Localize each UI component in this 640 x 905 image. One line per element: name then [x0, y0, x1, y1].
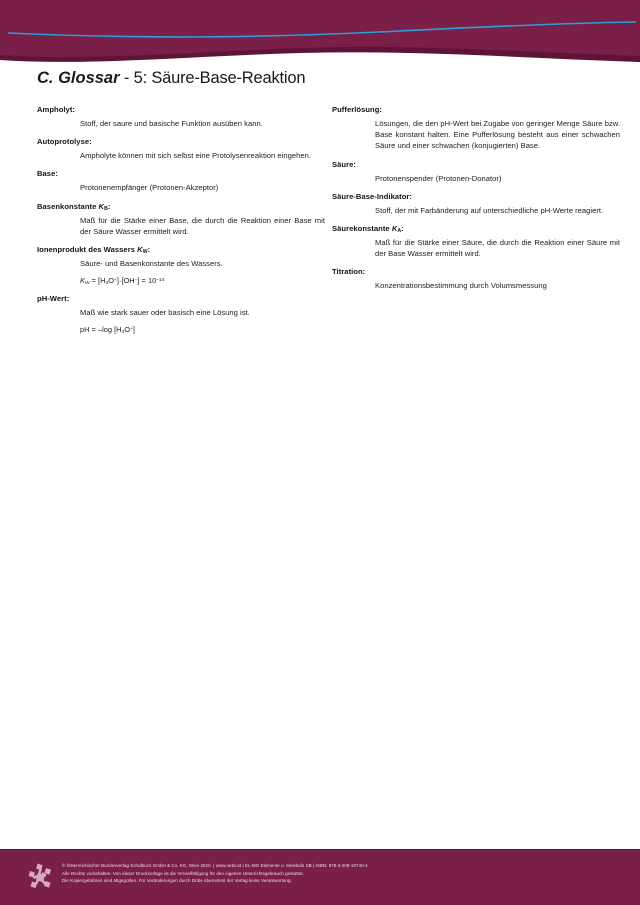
entry-term-symbol: K [391, 224, 398, 234]
footer-band [0, 849, 640, 905]
glossary-entry [37, 136, 327, 161]
entry-term: Pufferlösung: [332, 105, 383, 114]
entry-term-subscript: A [397, 228, 402, 235]
formula-ph-tail: ] [132, 325, 135, 335]
entry-term [37, 201, 327, 212]
entry-definition: Säure- und Basenkonstante des Wassers. [80, 259, 223, 269]
footer-copyright-text [62, 862, 562, 885]
entry-term-subscript: B [104, 205, 108, 212]
glossary-entry [332, 104, 622, 152]
entry-term-subscript: W [142, 249, 148, 256]
entry-term-suffix: : [401, 224, 404, 234]
formula-sup-3: –14 [156, 278, 165, 284]
entry-definition: Konzentrationsbestimmung durch Volumsmessung [375, 281, 547, 291]
glossary-entry [37, 104, 327, 129]
entry-term [332, 223, 622, 234]
entry-definition: Maß für die Stärke einer Säure, die durch die Reaktion einer Säure mit der Base Wasser ermittelt wird. [375, 238, 620, 259]
entry-definition: Stoff, der saure und basische Funktion ausüben kann. [80, 119, 263, 128]
glossary-entry [332, 191, 622, 216]
entry-term-symbol: K [137, 245, 143, 255]
glossary-entry [37, 244, 327, 286]
entry-term: Autoprotolyse: [37, 137, 92, 147]
entry-definition: Maß für die Stärke einer Base, die durch die Reaktion einer Base mit der Säure Wasser ermittelt wird. [80, 215, 325, 236]
glossary-entry [37, 168, 327, 193]
formula-ph-lead: pH = –log [H [80, 325, 122, 335]
formula-symbol-subscript: W [84, 281, 90, 287]
entry-term: Säure: [332, 159, 356, 169]
entry-term-prefix: Ionenprodukt des Wassers [37, 245, 138, 255]
entry-definition: Protonenspender (Protonen-Donator) [375, 173, 502, 183]
glossary-entry [332, 159, 622, 184]
formula-sup-2: – [134, 278, 138, 284]
glossary-column-left [37, 104, 327, 335]
glossary-entry [332, 223, 622, 259]
glossary-columns [0, 104, 640, 335]
formula-sub-1: 3 [105, 281, 109, 287]
entry-definition: Stoff, der mit Farbänderung auf unterschiedliche pH-Werte reagiert. [375, 205, 604, 215]
page-title-lead: C. Glossar [37, 69, 120, 87]
formula-ph-mid: O [124, 325, 131, 335]
glossary-entry [37, 201, 327, 237]
page-title-rest: - 5: Säure-Base-Reaktion [119, 69, 306, 87]
banner-accent-curve [8, 22, 636, 37]
entry-term-suffix: : [147, 245, 151, 255]
formula-mid-1: O [108, 276, 115, 286]
entry-term: pH-Wert: [37, 294, 70, 304]
entry-definition: Protonenempfänger (Protonen-Akzeptor) [80, 183, 219, 193]
page-title [37, 68, 305, 89]
formula-ph-subscript: 3 [121, 330, 125, 336]
entry-term-suffix: : [107, 201, 111, 211]
entry-term: Titration: [332, 267, 366, 277]
entry-definition: Ampholyte können mit sich selbst eine Protolysenreaktion eingehen. [80, 151, 311, 161]
footer-divider [0, 849, 640, 850]
glossary-entry [332, 266, 622, 291]
glossary-column-right [332, 104, 622, 335]
banner-shadow-shape [0, 0, 640, 62]
entry-term: Säure-Base-Indikator: [332, 191, 412, 201]
entry-definition: Lösungen, die den pH-Wert bei Zugabe von geringer Menge Säure bzw. Base konstant halten. Eine Pufferlösung besteht aus einer schwachen Säure und einer schwachen (konjugierten) Base. [375, 119, 620, 151]
formula-mid-2: ]·[OH [116, 276, 135, 286]
entry-term-symbol: K [98, 201, 105, 211]
entry-term: Base: [37, 169, 58, 179]
footer-line-3: Die Kopiergebühren sind abgegolten. Für Veränderungen durch Dritte übernimmt der Verlag keine Verantwortung. [62, 878, 292, 884]
footer-line-2: Alle Rechte vorbehalten. Von dieser Druckvorlage ist die Vervielfältigung für den eigenen Unterrichtsgebrauch gestattet. [62, 870, 304, 876]
entry-term [37, 244, 327, 255]
formula-mid-3: ] = 10 [137, 276, 157, 286]
glossary-entry [37, 293, 327, 335]
entry-term-prefix: Basenkonstante [37, 201, 99, 211]
entry-definition: Maß wie stark sauer oder basisch eine Lösung ist. [80, 308, 250, 318]
formula-ph-superscript: + [130, 327, 133, 333]
formula-body-1: = [H [89, 276, 106, 286]
publisher-molecule-logo-icon [26, 862, 56, 890]
entry-term-prefix: Säurekonstante [332, 224, 392, 234]
entry-formula-ph [80, 324, 327, 335]
formula-sup-1: + [114, 278, 117, 284]
banner-main-shape [0, 0, 640, 57]
formula-symbol: K [80, 276, 85, 286]
header-banner [0, 0, 640, 70]
entry-term: Ampholyt: [37, 105, 75, 114]
footer-line-1: © Österreichischer Bundesverlag Schulbuch GmbH & Co. KG, Wien 2020. | www.oebv.at | EL-MO Elemente u. Moleküle SB | ISBN: 978-3-209-10740-4 [62, 863, 368, 868]
entry-formula-kw [80, 275, 327, 286]
